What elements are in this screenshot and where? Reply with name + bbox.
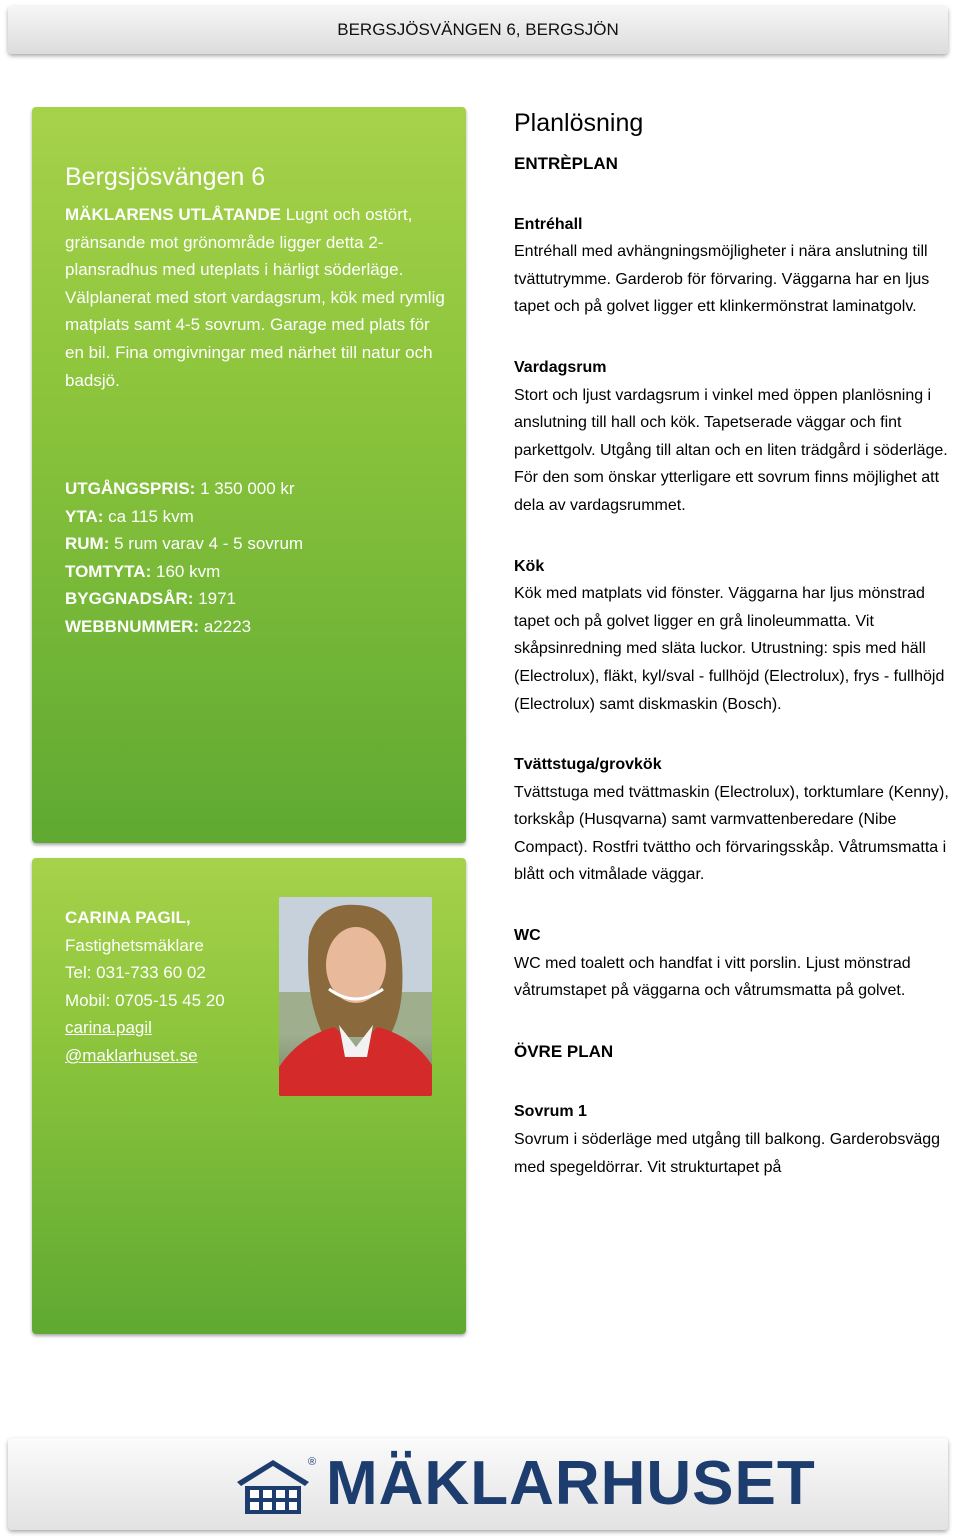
property-address: BERGSJÖSVÄNGEN 6, BERGSJÖN [337,20,619,39]
broker-statement [65,201,445,394]
agent-contact [65,904,265,1070]
room-description: Kök med matplats vid fönster. Väggarna har ljus mönstrad tapet och på golvet ligger en grå linoleummatta. Vit skåpsinredning med släta luckor. Utrustning: spis med häll (Electrolux), fläkt, kyl/sval - fullhöjd (Electrolux), frys - fullhöjd (Electrolux) samt diskmaskin (Bosch). [514,585,945,713]
fact-price [65,475,303,503]
agent-email-link[interactable] [65,1014,265,1069]
fact-value: ca 115 kvm [108,506,194,526]
fact-plot [65,558,303,586]
fact-label: YTA: [65,506,104,526]
room-description: Stort och ljust vardagsrum i vinkel med öppen planlösning i anslutning till hall och kök. Tapetserade väggar och fint parkettgolv. Utgång till altan och en liten trädgård i söderläge. För den som önskar ytterligare ett sovrum finns möjlighet att dela av vardagsrummet. [514,386,948,514]
room-description: WC med toalett och handfat i vitt porslin. Ljust mönstrad våtrumstapet på väggarna och våtrumsmatta på golvet. [514,954,911,1000]
fact-label: RUM: [65,534,110,554]
fact-value: 1 350 000 kr [200,479,295,498]
fact-rooms [65,530,303,558]
registered-mark: ® [308,1456,317,1468]
fact-label: TOMTYTA: [65,561,152,581]
room-description: Entréhall med avhängningsmöjligheter i nära anslutning till tvättutrymme. Garderob för förvaring. Väggarna har en ljus tapet och på golvet ligger ett klinkermönstrat laminatgolv. [514,243,930,316]
agent-email-part: carina.pagil [65,1018,152,1038]
footer-bar [8,1438,948,1530]
room-name: Tvättstuga/grovkök [514,756,662,774]
fact-value: a2223 [203,616,252,636]
agent-email-part: @maklarhuset.se [65,1045,198,1065]
floorplan-section [514,104,960,1181]
fact-value: 1971 [198,589,237,609]
agent-photo [279,897,432,1096]
broker-statement-text: Lugnt och ostört, gränsande mot grönområde ligger detta 2-plansradhus med uteplats i härligt söderläge. Välplanerat med stort vardagsrum, kök med rymlig matplats samt 4-5 sovrum. Garage med plats för en bil. Fina omgivningar med närhet till natur och badsjö. [65,205,445,390]
agent-name: CARINA PAGIL, [65,908,191,927]
floorplan-heading: Planlösning [514,109,644,137]
fact-value: 160 kvm [155,561,221,581]
fact-label: UTGÅNGSPRIS: [65,479,196,498]
room-name: Entréhall [514,215,583,233]
agent-role: Fastighetsmäklare [65,935,204,955]
fact-value: 5 rum varav 4 - 5 sovrum [114,534,304,554]
room-name: WC [514,927,541,945]
room-name: Vardagsrum [514,358,607,376]
room-name: Sovrum 1 [514,1103,587,1121]
agent-mobile[interactable]: Mobil: 0705-15 45 20 [65,990,225,1010]
room-description: Sovrum i söderläge med utgång till balkong. Garderobsvägg med spegeldörrar. Vit strukturtapet på [514,1131,941,1176]
fact-area [65,503,303,531]
brand-logo: MÄKLARHUSET [326,1449,816,1518]
header-bar [8,6,948,54]
fact-label: WEBBNUMMER: [65,616,200,636]
agent-phone[interactable]: Tel: 031-733 60 02 [65,963,206,983]
property-facts [65,475,303,641]
fact-web-number [65,613,303,641]
level-entre-plan: ENTRÈPLAN [514,154,618,173]
room-description: Tvättstuga med tvättmaskin (Electrolux), torktumlare (Kenny), torkskåp (Husqvarna) samt varmvattenberedare (Nibe Compact). Rostfri tvättho och förvaringsskåp. Våtrumsmatta i blått och vitmålade väggar. [514,783,949,884]
fact-label: BYGGNADSÅR: [65,589,194,609]
agent-portrait-icon [279,897,432,1096]
property-summary-panel [32,107,466,843]
agent-panel [32,858,466,1334]
room-name: Kök [514,557,545,575]
property-title: Bergsjösvängen 6 [65,163,266,191]
house-logo-icon [233,1458,313,1516]
fact-built-year [65,585,303,613]
broker-statement-label: MÄKLARENS UTLÅTANDE [65,205,281,224]
level-ovre-plan: ÖVRE PLAN [514,1041,614,1061]
